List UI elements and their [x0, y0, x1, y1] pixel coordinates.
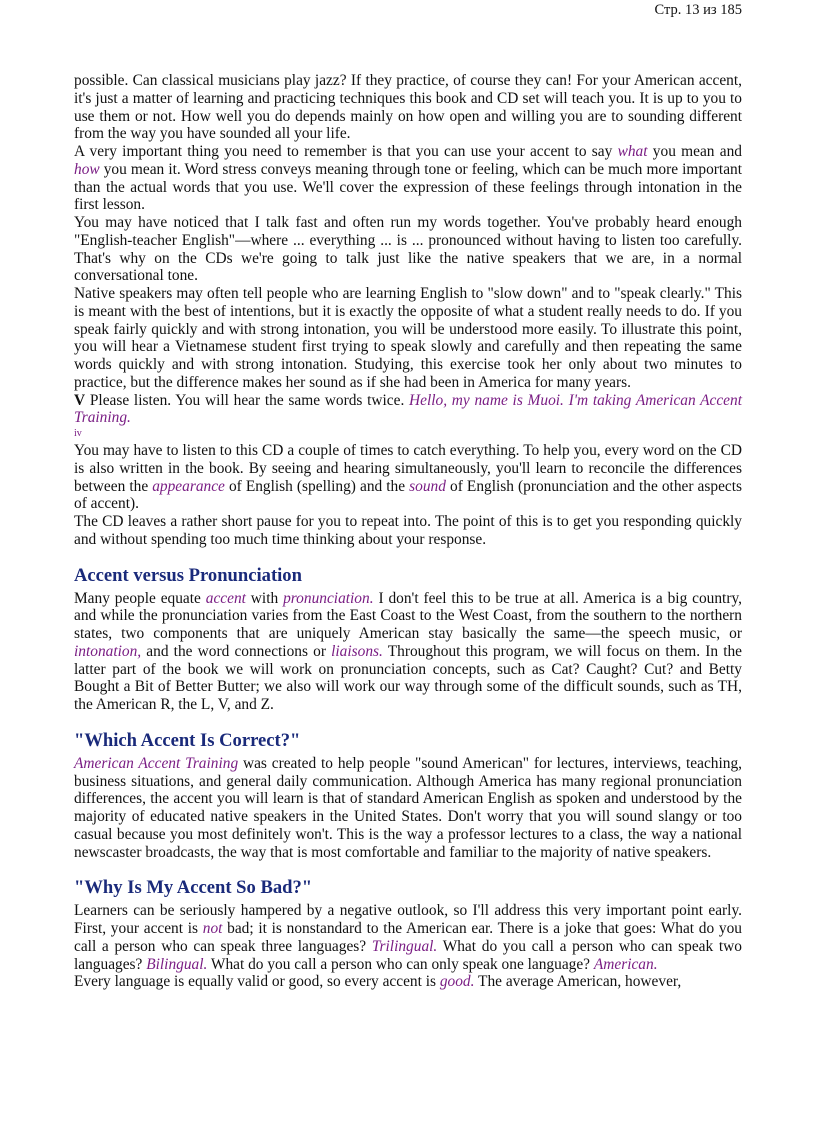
paragraph-1: possible. Can classical musicians play jazz? If they practice, of course they can! For your American accent, it's just a matter of learning and practicing techniques this book and CD set will teach you. It is up to you to use them or not. How well you do depends mainly on how open and willing you are to sounding different from the way you have sounded all your life.	[74, 72, 742, 143]
page-content	[74, 72, 742, 991]
listen-marker: V	[74, 391, 86, 409]
emphasis-how: how	[74, 160, 100, 178]
footnote-marker: iv	[74, 428, 82, 439]
heading-which-accent: "Which Accent Is Correct?"	[74, 729, 301, 751]
emphasis-what: what	[617, 143, 648, 160]
section-1-paragraph: Many people equate accent with pronunciation. I don't feel this to be true at all. America is a big country, and while the pronunciation varies from the East Coast to the West Coast, from the southern to the northern states, two components that are uniquely American stay basically the same—the speech music, or intonation, and the word connections or liaisons. Throughout this program, we will focus on them. In the latter part of the book we will work on pronunciation concepts, such as Cat? Caught? Cut? and Betty Bought a Bit of Better Butter; we also will work our way through some of the difficult sounds, such as TH, the American R, the L, V, and Z.	[74, 589, 743, 713]
emphasis-appearance: appearance	[152, 477, 225, 495]
paragraph-3: You may have noticed that I talk fast and often run my words together. You've probably heard enough "English-teacher English"—where ... everything ... is ... pronounced without having to listen too carefully. That's why on the CDs we're going to talk just like the native speakers that we are, in a normal conversational tone.	[74, 214, 742, 285]
section-3-paragraph-2: Every language is equally valid or good, so every accent is good. The average American, however,	[74, 973, 682, 991]
heading-accent-vs-pronunciation: Accent versus Pronunciation	[74, 564, 302, 586]
page-number: Стр. 13 из 185	[654, 2, 742, 18]
sample-phrase: Hello, my name is Muoi. I'm taking American Accent Training.	[74, 391, 742, 427]
paragraph-7: The CD leaves a rather short pause for you to repeat into. The point of this is to get you responding quickly and without spending too much time thinking about your response.	[74, 513, 742, 548]
paragraph-2: A very important thing you need to remember is that you can use your accent to say what you mean and how you mean it. Word stress conveys meaning through tone or feeling, which can be much more important than the actual words that you use. We'll cover the expression of these feelings through intonation in the first lesson.	[74, 143, 742, 214]
section-3-paragraph: Learners can be seriously hampered by a negative outlook, so I'll address this very important point early. First, your accent is not bad; it is nonstandard to the American ear. There is a joke that goes: What do you call a person who can speak three languages? Trilingual. What do you call a person who can speak two languages? Bilingual. What do you call a person who can only speak one language? American.	[74, 902, 742, 973]
section-2-paragraph: American Accent Training was created to help people "sound American" for lectures, interviews, teaching, business situations, and general daily communication. Although America has many regional pronunciation differences, the accent you will learn is that of standard American English as spoken and understood by the majority of educated native speakers in the United States. Don't worry that you will sound slangy or too casual because you most definitely won't. This is the way a professor lectures to a class, the way a national newscaster broadcasts, the way that is most comfortable and familiar to the majority of native speakers.	[74, 754, 742, 861]
emphasis-sound: sound	[409, 477, 446, 495]
paragraph-4: Native speakers may often tell people who are learning English to "slow down" and to "speak clearly." This is meant with the best of intentions, but it is exactly the opposite of what a student really needs to do. If you speak fairly quickly and with strong intonation, you will be understood more easily. To illustrate this point, you will hear a Vietnamese student first trying to speak slowly and carefully and then repeating the same words quickly and with strong intonation. Studying, this exercise took her only about two minutes to practice, but the difference makes her sound as if she had been in America for many years.	[74, 285, 742, 391]
paragraph-5-listen: V Please listen. You will hear the same words twice. Hello, my name is Muoi. I'm taking American Accent Training.	[74, 391, 742, 427]
heading-why-accent-bad: "Why Is My Accent So Bad?"	[74, 877, 313, 899]
paragraph-6: You may have to listen to this CD a couple of times to catch everything. To help you, every word on the CD is also written in the book. By seeing and hearing simultaneously, you'll learn to reconcile the differences between the appearance of English (spelling) and the sound of English (pronunciation and the other aspects of accent).	[74, 442, 742, 513]
